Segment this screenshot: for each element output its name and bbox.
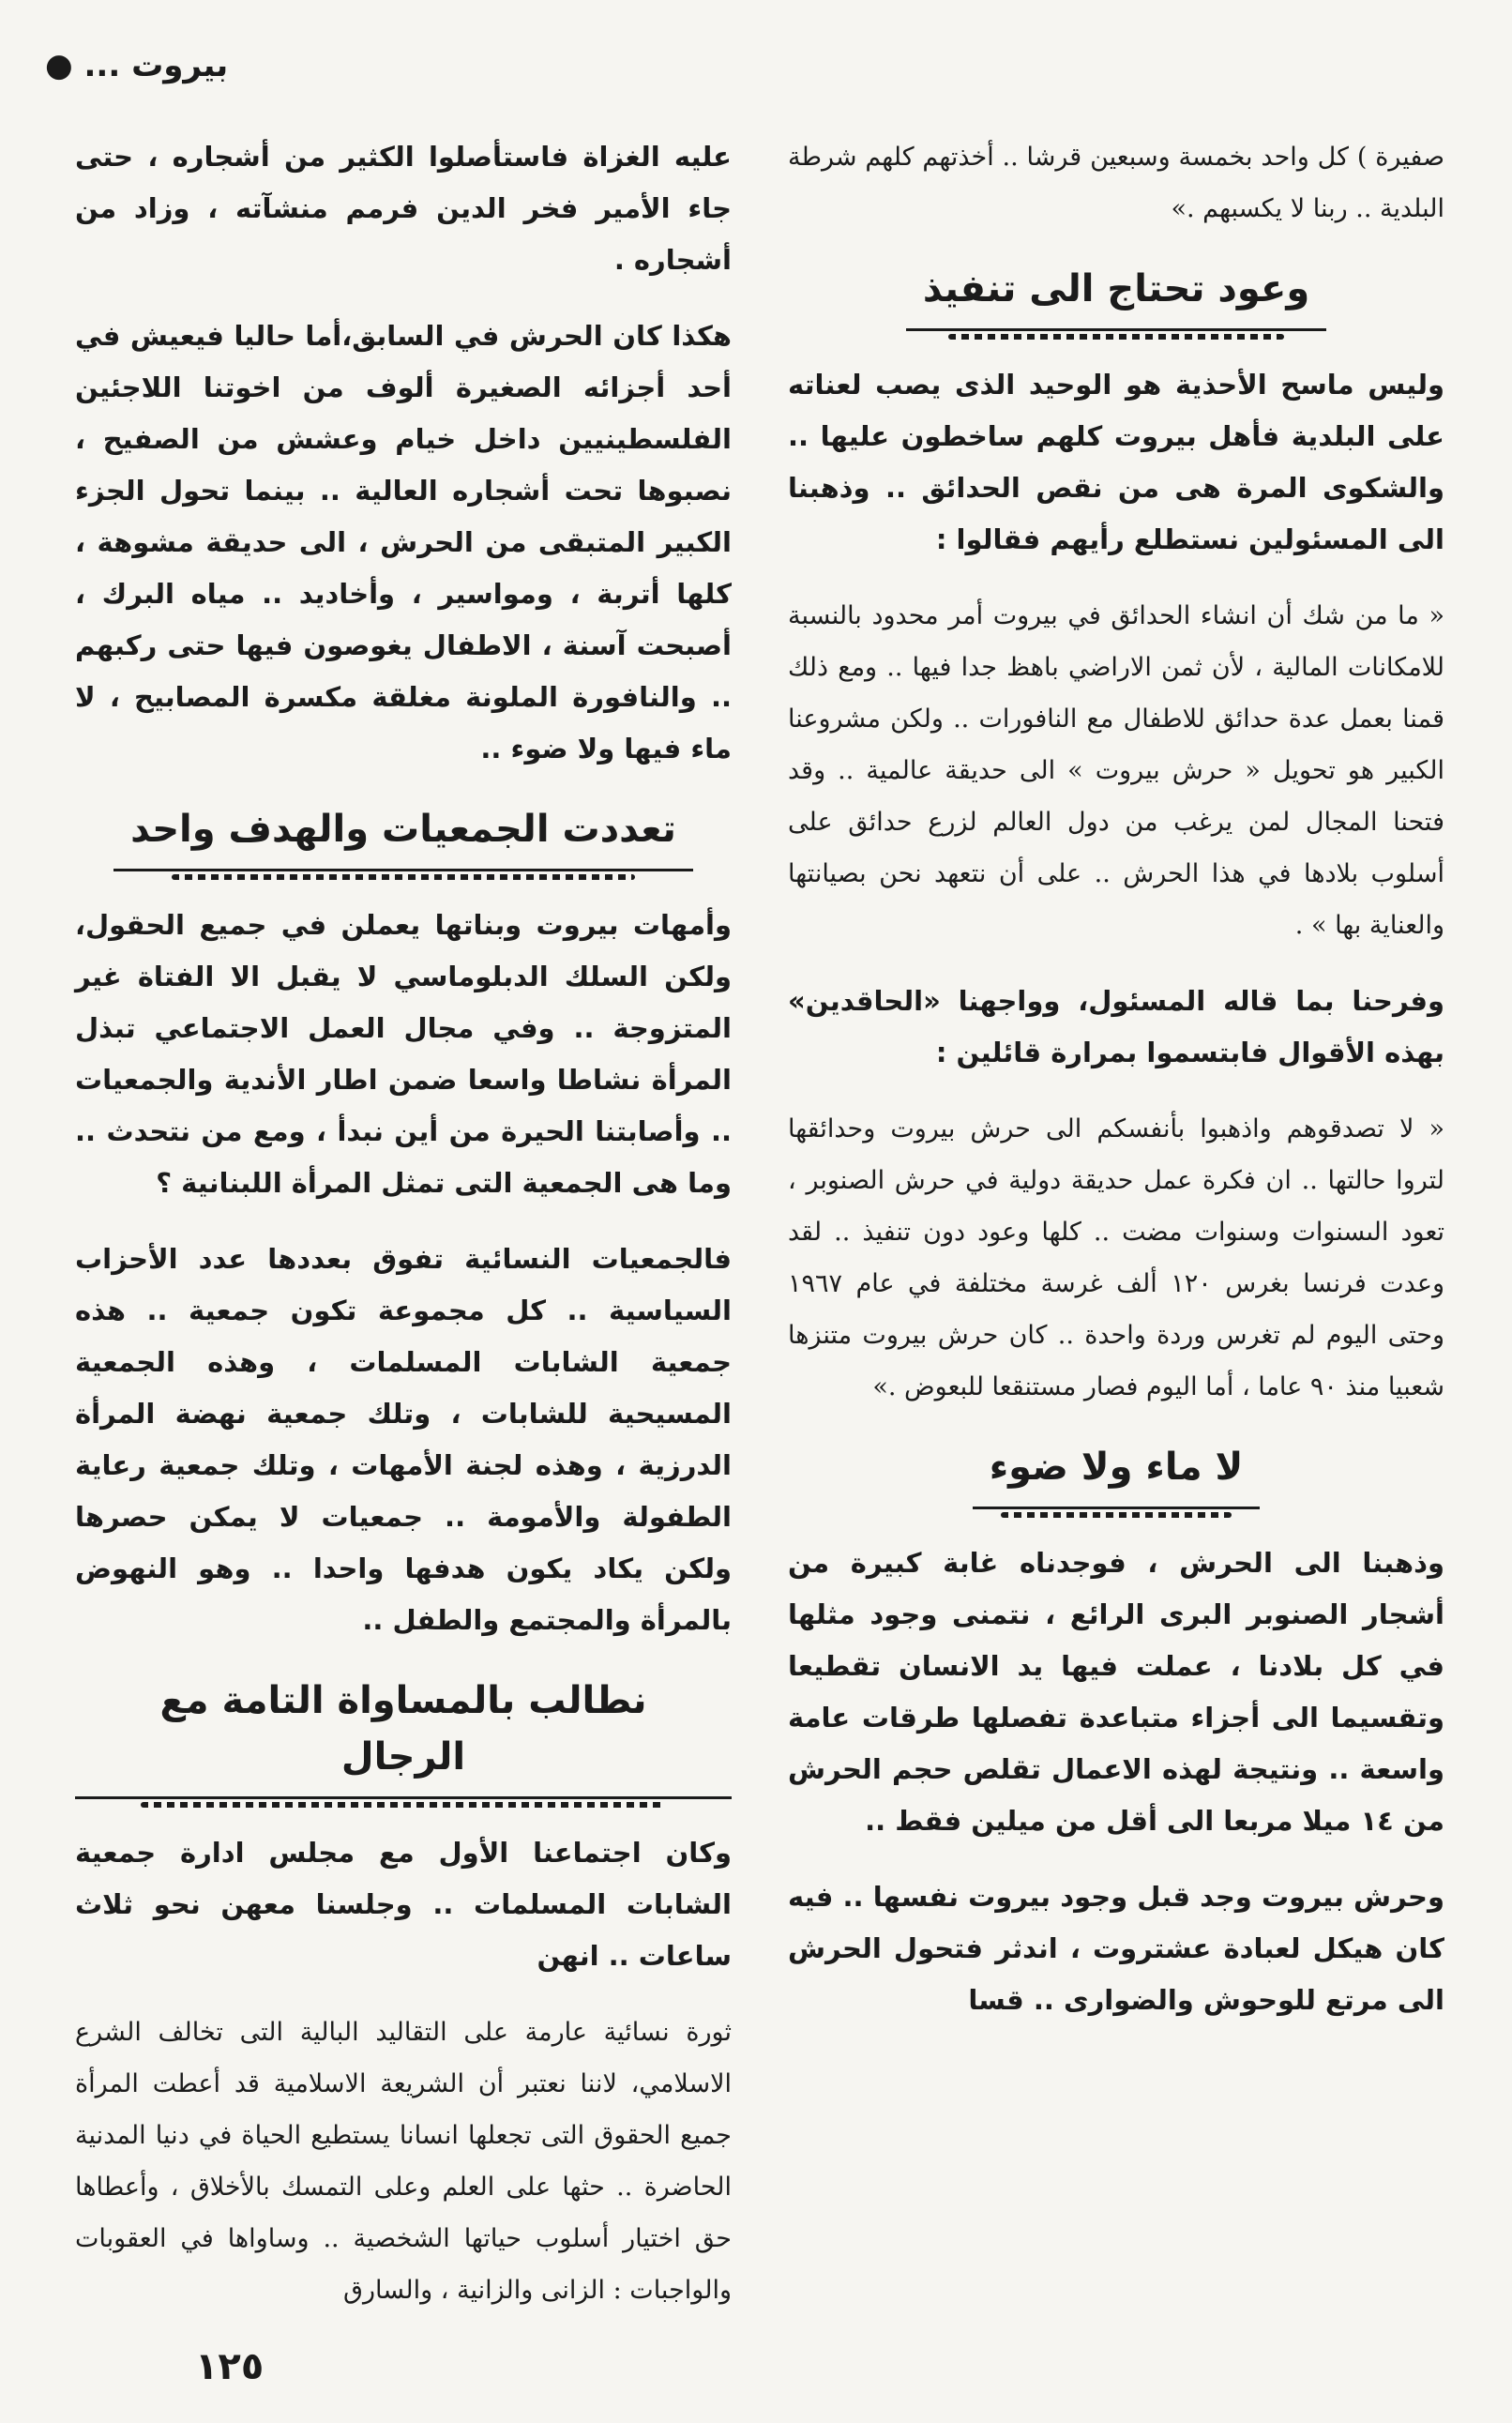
- paragraph: وحرش بيروت وجد قبل وجود بيروت نفسها .. فيه كان هيكل لعبادة عشتروت ، اندثر فتحول الحرش الى مرتع للوحوش والضوارى .. قسا: [788, 1881, 1444, 2016]
- paragraph: عليه الغزاة فاستأصلوا الكثير من أشجاره ، حتى جاء الأمير فخر الدين فرمم منشآته ، وزاد من أشجاره .: [75, 141, 732, 276]
- paragraph: صفيرة ) كل واحد بخمسة وسبعين قرشا .. أخذتهم كلهم شرطة البلدية .. ربنا لا يكسبهم .»: [788, 143, 1444, 223]
- page-number: ١٢٥: [195, 2345, 265, 2388]
- paragraph: فالجمعيات النسائية تفوق بعددها عدد الأحزاب السياسية .. كل مجموعة تكون جمعية .. هذه جمعية الشابات المسلمات ، وهذه الجمعية المسيحية للشابات ، وتلك جمعية نهضة المرأة الدرزية ، وهذه لجنة الأمهات ، وتلك جمعية رعاية الطفولة والأمومة .. جمعيات لا يمكن حصرها ولكن يكاد يكون هدفها واحدا .. وهو النهوض بالمرأة والمجتمع والطفل ..: [75, 1243, 732, 1636]
- paragraph: « لا تصدقوهم واذهبوا بأنفسكم الى حرش بيروت وحدائقها لتروا حالتها .. ان فكرة عمل حديقة دولية في حرش الصنوبر ، تعود الىسنوات وسنوات مضت .. كلها وعود دون تنفيذ .. لقد وعدت فرنسا بغرس ١٢٠ ألف غرسة مختلفة في عام ١٩٦٧ وحتى اليوم لم تغرس وردة واحدة .. كان حرش بيروت متنزها شعبيا منذ ٩٠ عاما ، أما اليوم فصار مستنقعا للبعوض .»: [788, 1114, 1444, 1401]
- paragraph: وأمهات بيروت وبناتها يعملن في جميع الحقول، ولكن السلك الدبلوماسي لا يقبل الا الفتاة غير المتزوجة .. وفي مجال العمل الاجتماعي تبذل المرأة نشاطا واسعا ضمن اطار الأندية والجمعيات .. وأصابتنا الحيرة من أين نبدأ ، ومع من نتحدث .. وما هى الجمعية التى تمثل المرأة اللبنانية ؟: [75, 909, 732, 1199]
- left-column: [75, 131, 732, 2340]
- paragraph: وفرحنا بما قاله المسئول، وواجهنا «الحاقدين» بهذه الأقوال فابتسموا بمرارة قائلين :: [788, 985, 1444, 1068]
- section-heading: نطالب بالمساواة التامة مع الرجال: [75, 1673, 732, 1799]
- paragraph: ثورة نسائية عارمة على التقاليد البالية التى تخالف الشرع الاسلامي، لاننا نعتبر أن الشريعة الاسلامية قد أعطت المرأة جميع الحقوق التى تجعلها انسانا يستطيع الحياة في دنيا المدنية الحاضرة .. حثها على العلم وعلى التمسك بالأخلاق ، وأعطاها حق اختيار أسلوب حياتها الشخصية .. وساواها في العقوبات والواجبات : الزانى والزانية ، والسارق: [75, 2018, 732, 2305]
- section-heading: لا ماء ولا ضوء: [973, 1439, 1261, 1509]
- right-column: [788, 131, 1444, 2051]
- paragraph: وليس ماسح الأحذية هو الوحيد الذى يصب لعناته على البلدية فأهل بيروت كلهم ساخطون عليها .. والشكوى المرة هى من نقص الحدائق .. وذهبنا الى المسئولين نستطلع رأيهم فقالوا :: [788, 369, 1444, 555]
- paragraph: هكذا كان الحرش في السابق،أما حاليا فيعيش في أحد أجزائه الصغيرة ألوف من اخوتنا اللاجئين الفلسطينيين داخل خيام وعشش من الصفيح ، نصبوها تحت أشجاره العالية .. بينما تحول الجزء الكبير المتبقى من الحرش ، الى حديقة مشوهة ، كلها أتربة ، ومواسير ، وأخاديد .. مياه البرك ، أصبحت آسنة ، الاطفال يغوصون فيها حتى ركبهم .. والنافورة الملونة مغلقة مكسرة المصابيح ، لا ماء فيها ولا ضوء ..: [75, 320, 732, 765]
- paragraph: « ما من شك أن انشاء الحدائق في بيروت أمر محدود بالنسبة للامكانات المالية ، لأن ثمن الاراضي باهظ جدا فيها .. ومع ذلك قمنا بعمل عدة حدائق للاطفال مع النافورات .. ولكن مشروعنا الكبير هو تحويل « حرش بيروت » الى حديقة عالمية .. وقد فتحنا المجال لمن يرغب من دول العالم لزرع حدائق على أسلوب بلادها في هذا الحرش .. على أن نتعهد نحن بصيانتها والعناية بها » .: [788, 601, 1444, 940]
- section-heading: تعددت الجمعيات والهدف واحد: [113, 801, 693, 871]
- running-header: بيروت ... ●: [45, 47, 229, 84]
- section-heading: وعود تحتاج الى تنفيذ: [906, 261, 1326, 331]
- paragraph: وكان اجتماعنا الأول مع مجلس ادارة جمعية الشابات المسلمات .. وجلسنا معهن نحو ثلاث ساعات .. انهن: [75, 1837, 732, 1972]
- paragraph: وذهبنا الى الحرش ، فوجدناه غابة كبيرة من أشجار الصنوبر البرى الرائع ، نتمنى وجود مثلها في كل بلادنا ، عملت فيها يد الانسان تقطيعا وتقسيما الى أجزاء متباعدة تفصلها طرقات عامة واسعة .. ونتيجة لهذه الاعمال تقلص حجم الحرش من ١٤ ميلا مربعا الى أقل من ميلين فقط ..: [788, 1547, 1444, 1837]
